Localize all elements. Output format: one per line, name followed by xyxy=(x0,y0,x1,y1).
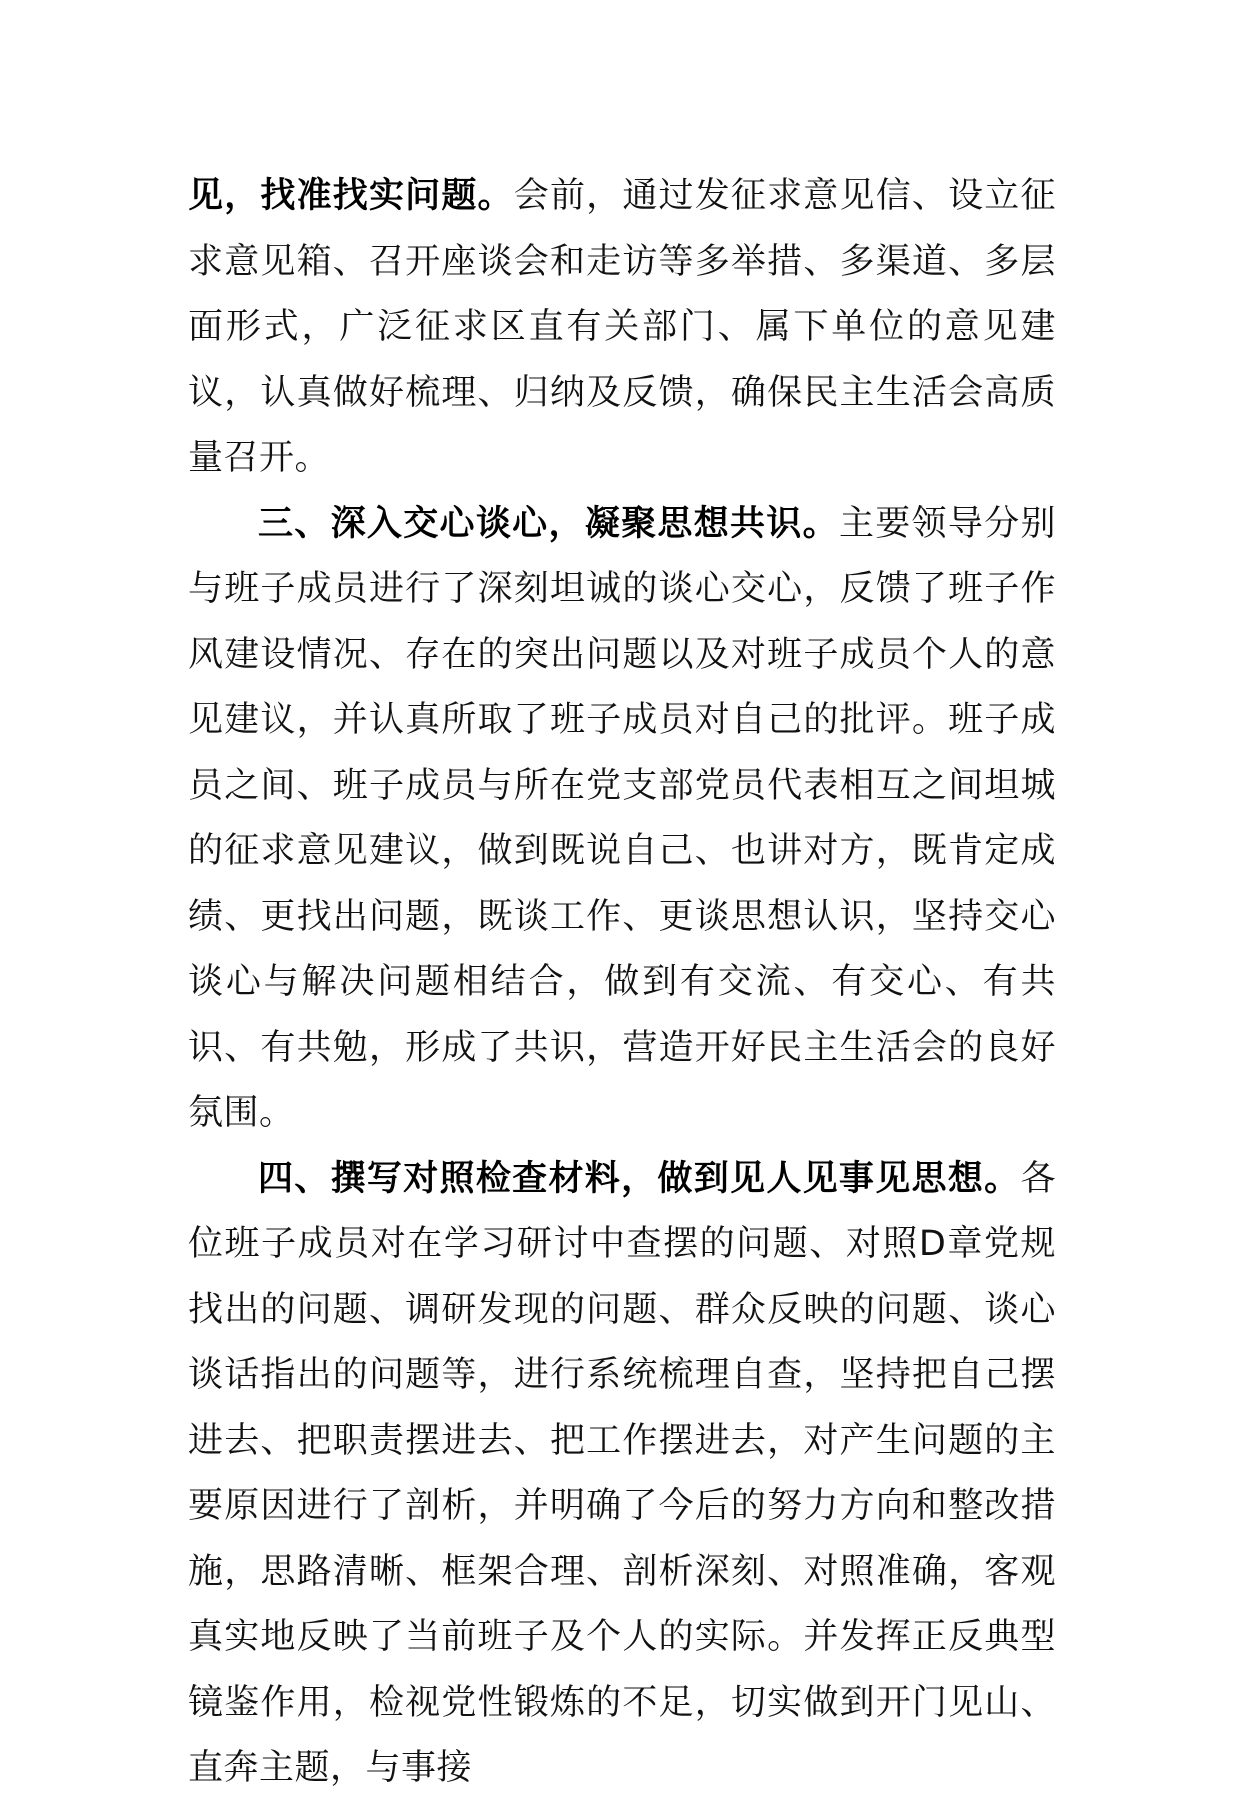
paragraph-text: 会前，通过发征求意见信、设立征求意见箱、召开座谈会和走访等多举措、多渠道、多层面形式，广泛征求区直有关部门、属下单位的意见建议，认真做好梳理、归纳及反馈，确保民主生活会高质量召开。 xyxy=(188,176,1056,478)
paragraph-heading: 三、深入交心谈心，凝聚思想共识。 xyxy=(258,503,839,544)
paragraph-heading: 见，找准找实问题。 xyxy=(188,176,514,216)
paragraph-text: 主要领导分别与班子成员进行了深刻坦诚的谈心交心，反馈了班子作风建设情况、存在的突出问题以及对班子成员个人的意见建议，并认真所取了班子成员对自己的批评。班子成员之间、班子成员与所在党支部党员代表相互之间坦城的征求意见建议，做到既说自己、也讲对方，既肯定成绩、更找出问题，既谈工作、更谈思想认识，坚持交心谈心与解决问题相结合，做到有交流、有交心、有共识、有共勉，形成了共识，营造开好民主生活会的良好氛围。 xyxy=(188,503,1056,1133)
paragraph-heading: 四、撰写对照检查材料，做到见人见事见思想。 xyxy=(258,1158,1021,1199)
paragraph-continuation xyxy=(188,164,1056,492)
paragraph-text: 各位班子成员对在学习研讨中查摆的问题、对照D章党规找出的问题、调研发现的问题、群众反映的问题、谈心谈话指出的问题等，进行系统梳理自查，坚持把自己摆进去、把职责摆进去、把工作摆进去，对产生问题的主要原因进行了剖析，并明确了今后的努力方向和整改措施，思路清晰、框架合理、剖析深刻、对照准确，客观真实地反映了当前班子及个人的实际。并发挥正反典型镜鉴作用，检视党性锻炼的不足，切实做到开门见山、直奔主题，与事接 xyxy=(188,1158,1056,1788)
paragraph-section-three xyxy=(188,492,1056,1147)
paragraph-section-four xyxy=(188,1147,1056,1802)
document-body xyxy=(188,164,1056,1802)
